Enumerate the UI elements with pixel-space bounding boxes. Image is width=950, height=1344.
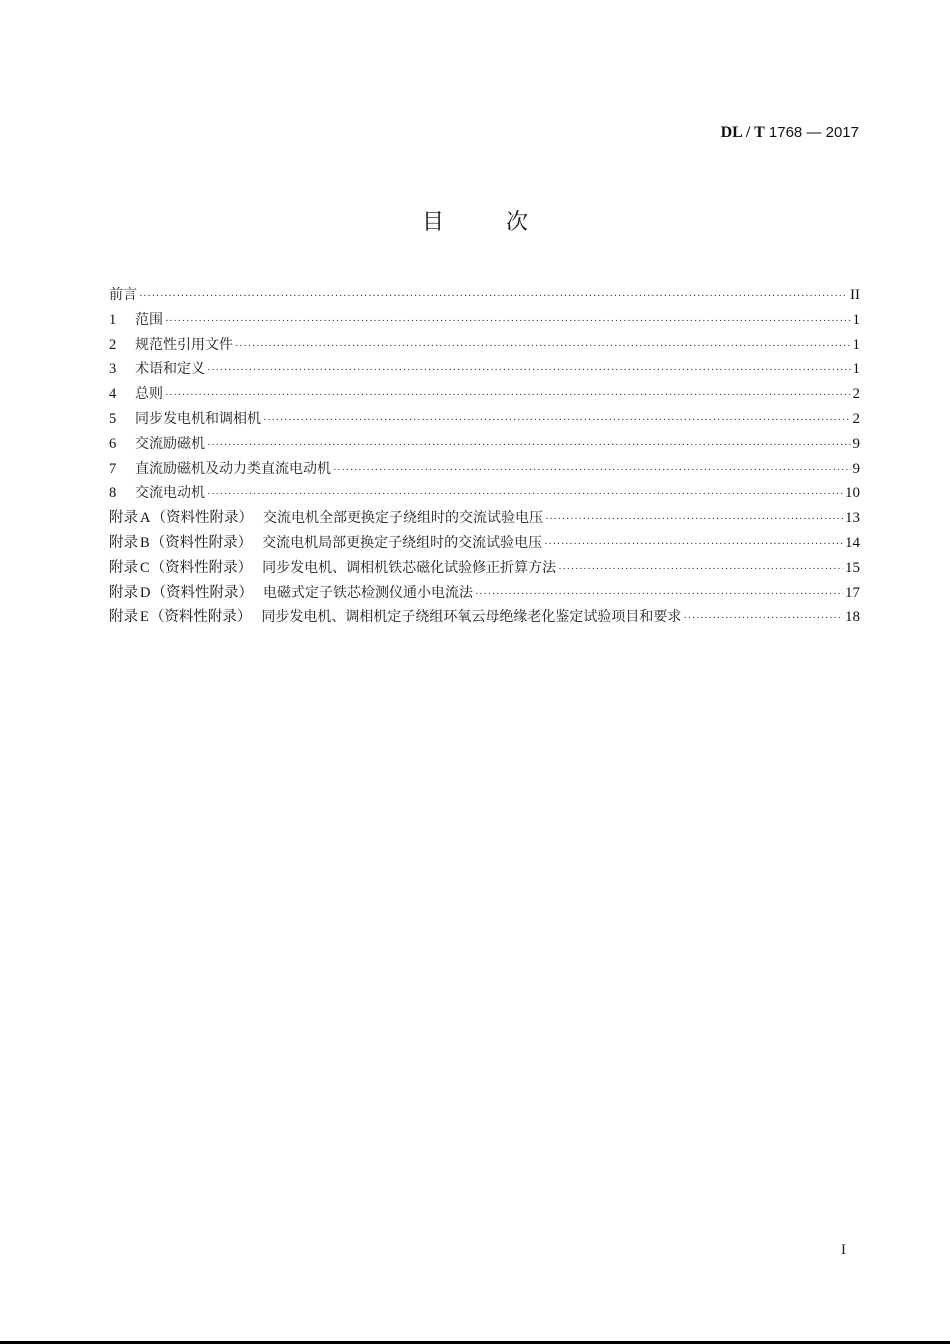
appendix-prefix	[109, 556, 262, 581]
standard-dash: —	[806, 124, 822, 141]
toc-entry-page: 1	[852, 361, 860, 378]
standard-code	[721, 124, 859, 142]
toc-entry-page: II	[850, 287, 860, 303]
appendix-type: （资料性附录）	[151, 510, 253, 527]
toc-entry-number: 1	[109, 311, 117, 328]
appendix-prefix	[109, 581, 263, 606]
toc-entry-title: 交流电机全部更换定子绕组时的交流试验电压	[262, 510, 543, 527]
toc-entry-title: 规范性引用文件	[135, 336, 233, 353]
toc-entry-title: 交流电动机	[135, 485, 205, 502]
dot-leader	[207, 433, 851, 458]
dot-leader	[139, 284, 848, 309]
appendix-prefix	[109, 531, 262, 556]
toc-entry-2[interactable]	[109, 333, 860, 358]
toc-entry-title: 前言	[109, 287, 137, 303]
toc-entry-title: 同步发电机和调相机	[135, 410, 261, 427]
appendix-letter: D	[140, 584, 151, 601]
page-title	[0, 205, 950, 236]
toc-entry-page: 14	[845, 534, 860, 551]
appendix-prefix	[109, 506, 263, 531]
appendix-label: 附录	[109, 510, 138, 527]
appendix-letter: E	[140, 609, 149, 626]
dot-leader	[333, 458, 851, 483]
toc-entry-page: 9	[852, 435, 860, 452]
toc-appendix-b[interactable]	[109, 531, 860, 556]
toc-entry-page: 9	[852, 460, 860, 477]
appendix-letter: B	[140, 534, 150, 551]
appendix-type: （资料性附录）	[149, 609, 252, 626]
toc-entry-4[interactable]	[109, 382, 860, 407]
toc-entry-title: 术语和定义	[135, 361, 205, 378]
toc-entry-title: 交流励磁机	[135, 435, 205, 452]
toc-entry-number: 7	[109, 460, 117, 477]
toc-entry-title: 直流励磁机及动力类直流电动机	[135, 460, 331, 477]
toc-entry-5[interactable]	[109, 407, 860, 432]
toc-appendix-e[interactable]	[109, 605, 860, 630]
toc-entry-page: 17	[845, 584, 860, 601]
toc-entry-title: 同步发电机、调相机铁芯磁化试验修正折算方法	[262, 559, 557, 576]
table-of-contents	[109, 283, 860, 630]
toc-entry-number: 6	[109, 435, 117, 452]
toc-entry-page: 1	[852, 336, 860, 353]
dot-leader	[207, 358, 851, 383]
toc-entry-number: 8	[109, 485, 117, 502]
title-char-2: 次	[506, 210, 529, 235]
toc-entry-foreword[interactable]	[109, 283, 860, 308]
toc-entry-page: 13	[845, 510, 860, 527]
dot-leader	[475, 582, 843, 607]
toc-entry-title: 范围	[135, 311, 163, 328]
appendix-prefix	[109, 605, 261, 630]
toc-entry-3[interactable]	[109, 357, 860, 382]
toc-entry-title: 总则	[135, 386, 163, 403]
toc-entry-page: 10	[845, 485, 860, 502]
toc-entry-number: 5	[109, 410, 117, 427]
toc-entry-number: 3	[109, 361, 117, 378]
appendix-letter: A	[140, 510, 151, 527]
standard-prefix: DL / T	[720, 124, 765, 141]
toc-entry-number: 4	[109, 386, 117, 403]
appendix-label: 附录	[109, 584, 138, 601]
dot-leader	[544, 532, 843, 557]
dot-leader	[263, 408, 851, 433]
toc-entry-page: 1	[852, 311, 860, 328]
dot-leader	[207, 482, 843, 507]
appendix-type: （资料性附录）	[150, 534, 253, 551]
title-char-1: 目	[421, 210, 444, 235]
toc-appendix-a[interactable]	[109, 506, 860, 531]
toc-entry-page: 2	[852, 386, 860, 403]
dot-leader	[558, 557, 843, 582]
page-number: I	[841, 1242, 846, 1258]
appendix-type: （资料性附录）	[151, 584, 253, 601]
toc-entry-8[interactable]	[109, 481, 860, 506]
toc-entry-1[interactable]	[109, 308, 860, 333]
toc-appendix-c[interactable]	[109, 556, 860, 581]
toc-entry-number: 2	[109, 336, 117, 353]
standard-number: 1768	[768, 124, 803, 141]
appendix-label: 附录	[109, 559, 138, 576]
toc-entry-page: 15	[845, 559, 860, 576]
appendix-label: 附录	[109, 609, 138, 626]
toc-entry-page: 2	[852, 410, 860, 427]
toc-entry-page: 18	[845, 609, 860, 626]
toc-appendix-d[interactable]	[109, 581, 860, 606]
toc-entry-7[interactable]	[109, 457, 860, 482]
appendix-label: 附录	[109, 534, 138, 551]
toc-entry-title: 同步发电机、调相机定子绕组环氧云母绝缘老化鉴定试验项目和要求	[261, 609, 682, 626]
toc-entry-title: 交流电机局部更换定子绕组时的交流试验电压	[262, 534, 543, 551]
dot-leader	[545, 507, 843, 532]
standard-year: 2017	[825, 124, 859, 141]
dot-leader	[165, 309, 851, 334]
dot-leader	[683, 606, 843, 631]
toc-entry-title: 电磁式定子铁芯检测仪通小电流法	[262, 584, 473, 601]
toc-entry-6[interactable]	[109, 432, 860, 457]
dot-leader	[235, 334, 851, 359]
appendix-type: （资料性附录）	[150, 559, 253, 576]
dot-leader	[165, 383, 851, 408]
appendix-letter: C	[140, 559, 150, 576]
